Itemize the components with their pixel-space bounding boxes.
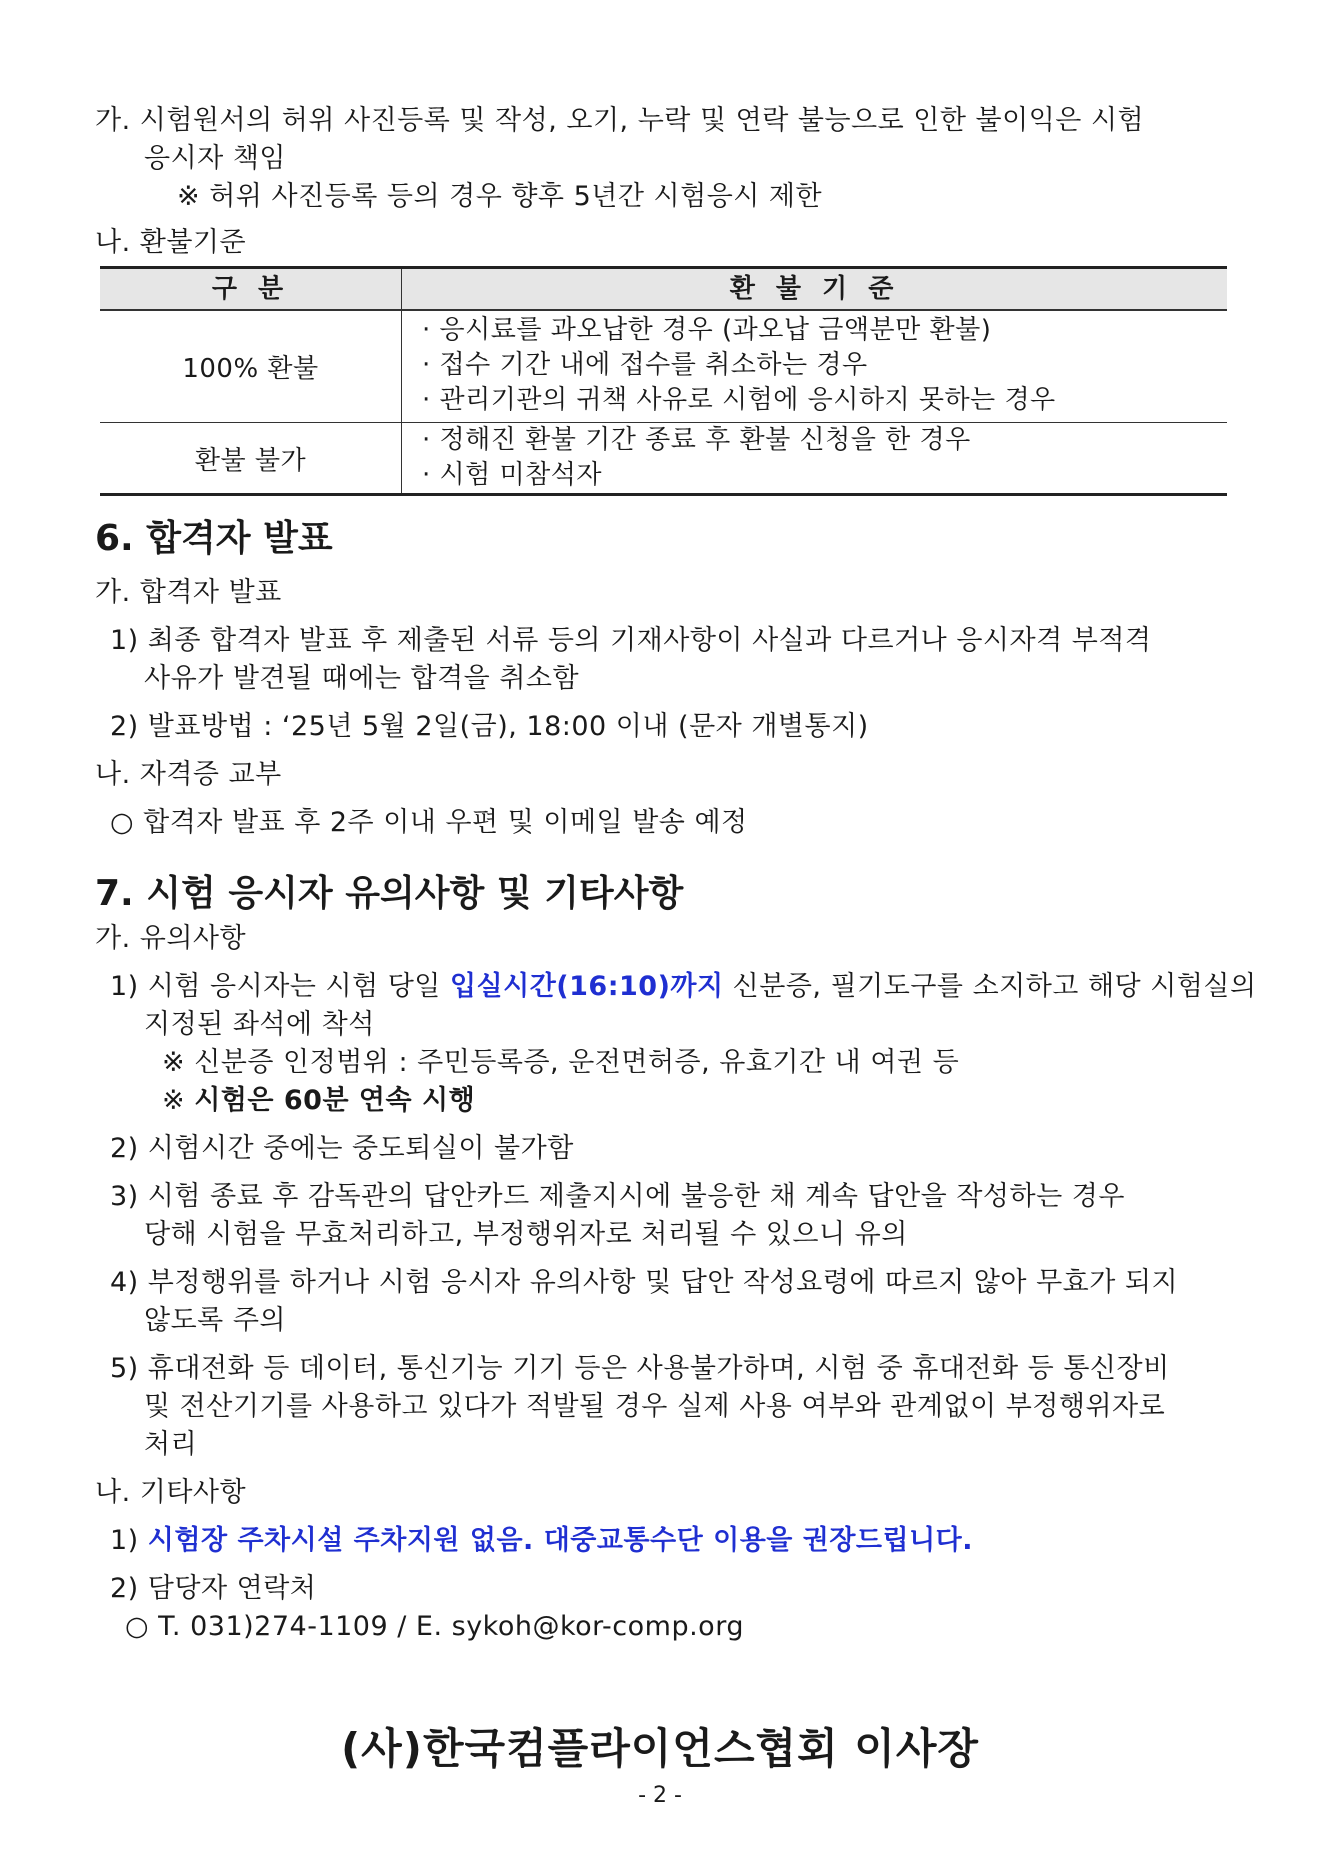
- parking-notice: 시험장 주차시설 주차지원 없음. 대중교통수단 이용을 권장드립니다.: [147, 1525, 974, 1556]
- entry-time-highlight: 입실시간(16:10)까지: [449, 971, 724, 1002]
- section7-ga-title: 가. 유의사항: [95, 923, 247, 954]
- refund-ga-note: ※ 허위 사진등록 등의 경우 향후 5년간 시험응시 제한: [177, 181, 823, 212]
- section7-item1-suffix: 신분증, 필기도구를 소지하고 해당 시험실의: [723, 971, 1257, 1002]
- section7-item5-line2: 및 전산기기를 사용하고 있다가 적발될 경우 실제 사용 여부와 관계없이 부정행위자로: [144, 1391, 1166, 1422]
- section7-item5-line3: 처리: [144, 1429, 198, 1460]
- contact-info: ○ T. 031)274-1109 / E. sykoh@kor-comp.org: [125, 1611, 744, 1642]
- refund-criteria-title: 나. 환불기준: [95, 227, 247, 258]
- row-no-refund-item-2: · 시험 미참석자: [422, 460, 602, 490]
- refund-ga-line2: 응시자 책임: [144, 143, 286, 174]
- section7-item1-note2: [162, 1082, 475, 1120]
- header-criteria: 환 불 기 준: [729, 274, 900, 304]
- exam-duration-note: 시험은 60분 연속 시행: [194, 1085, 476, 1116]
- row-full-refund-item-3: · 관리기관의 귀책 사유로 시험에 응시하지 못하는 경우: [422, 385, 1056, 415]
- etc1-prefix: 1): [110, 1525, 148, 1556]
- section7-item1-line1: [110, 968, 1257, 1006]
- header-category: 구 분: [211, 274, 290, 304]
- section6-na-title: 나. 자격증 교부: [95, 759, 282, 790]
- section7-title: 7. 시험 응시자 유의사항 및 기타사항: [95, 873, 684, 914]
- section6-na-item: ○ 합격자 발표 후 2주 이내 우편 및 이메일 발송 예정: [110, 807, 748, 838]
- column-divider: [401, 269, 402, 493]
- row-no-refund-category: 환불 불가: [194, 446, 307, 476]
- table-header: [100, 269, 1227, 311]
- signature: (사)한국컴플라이언스협회 이사장: [340, 1724, 980, 1773]
- section6-ga-title: 가. 합격자 발표: [95, 577, 282, 608]
- section7-item1-line2: 지정된 좌석에 착석: [144, 1009, 375, 1040]
- row-full-refund-item-2: · 접수 기간 내에 접수를 취소하는 경우: [422, 350, 868, 380]
- section7-item1-prefix: 1) 시험 응시자는 시험 당일: [110, 971, 450, 1002]
- section6-title: 6. 합격자 발표: [95, 518, 333, 559]
- section6-item1-line1: 1) 최종 합격자 발표 후 제출된 서류 등의 기재사항이 사실과 다르거나 응시자격 부적격: [110, 625, 1152, 656]
- section7-item5-line1: 5) 휴대전화 등 데이터, 통신기능 기기 등은 사용불가하며, 시험 중 휴대전화 등 통신장비: [110, 1353, 1170, 1384]
- section7-item3-line2: 당해 시험을 무효처리하고, 부정행위자로 처리될 수 있으니 유의: [144, 1219, 908, 1250]
- note-mark: ※: [162, 1085, 195, 1116]
- section7-item2: 2) 시험시간 중에는 중도퇴실이 불가함: [110, 1133, 574, 1164]
- row-full-refund-category: 100% 환불: [182, 354, 319, 384]
- refund-ga-line1: 가. 시험원서의 허위 사진등록 및 작성, 오기, 누락 및 연락 불능으로 인한 불이익은 시험: [95, 105, 1145, 136]
- section7-etc2: 2) 담당자 연락처: [110, 1573, 317, 1604]
- section7-item4-line2: 않도록 주의: [144, 1305, 286, 1336]
- section7-item1-note1: ※ 신분증 인정범위 : 주민등록증, 운전면허증, 유효기간 내 여권 등: [162, 1047, 960, 1078]
- section7-item3-line1: 3) 시험 종료 후 감독관의 답안카드 제출지시에 불응한 채 계속 답안을 작성하는 경우: [110, 1181, 1125, 1212]
- section7-etc1: [110, 1522, 973, 1560]
- section6-item1-line2: 사유가 발견될 때에는 합격을 취소함: [144, 663, 580, 694]
- section6-item2: 2) 발표방법 : ‘25년 5월 2일(금), 18:00 이내 (문자 개별통지): [110, 711, 869, 742]
- section7-item4-line1: 4) 부정행위를 하거나 시험 응시자 유의사항 및 답안 작성요령에 따르지 않아 무효가 되지: [110, 1267, 1179, 1298]
- section7-na-title: 나. 기타사항: [95, 1477, 247, 1508]
- refund-table: [100, 266, 1227, 496]
- row-full-refund-item-1: · 응시료를 과오납한 경우 (과오납 금액분만 환불): [422, 315, 992, 345]
- row-no-refund-item-1: · 정해진 환불 기간 종료 후 환불 신청을 한 경우: [422, 425, 971, 455]
- page-number: - 2 -: [638, 1783, 682, 1808]
